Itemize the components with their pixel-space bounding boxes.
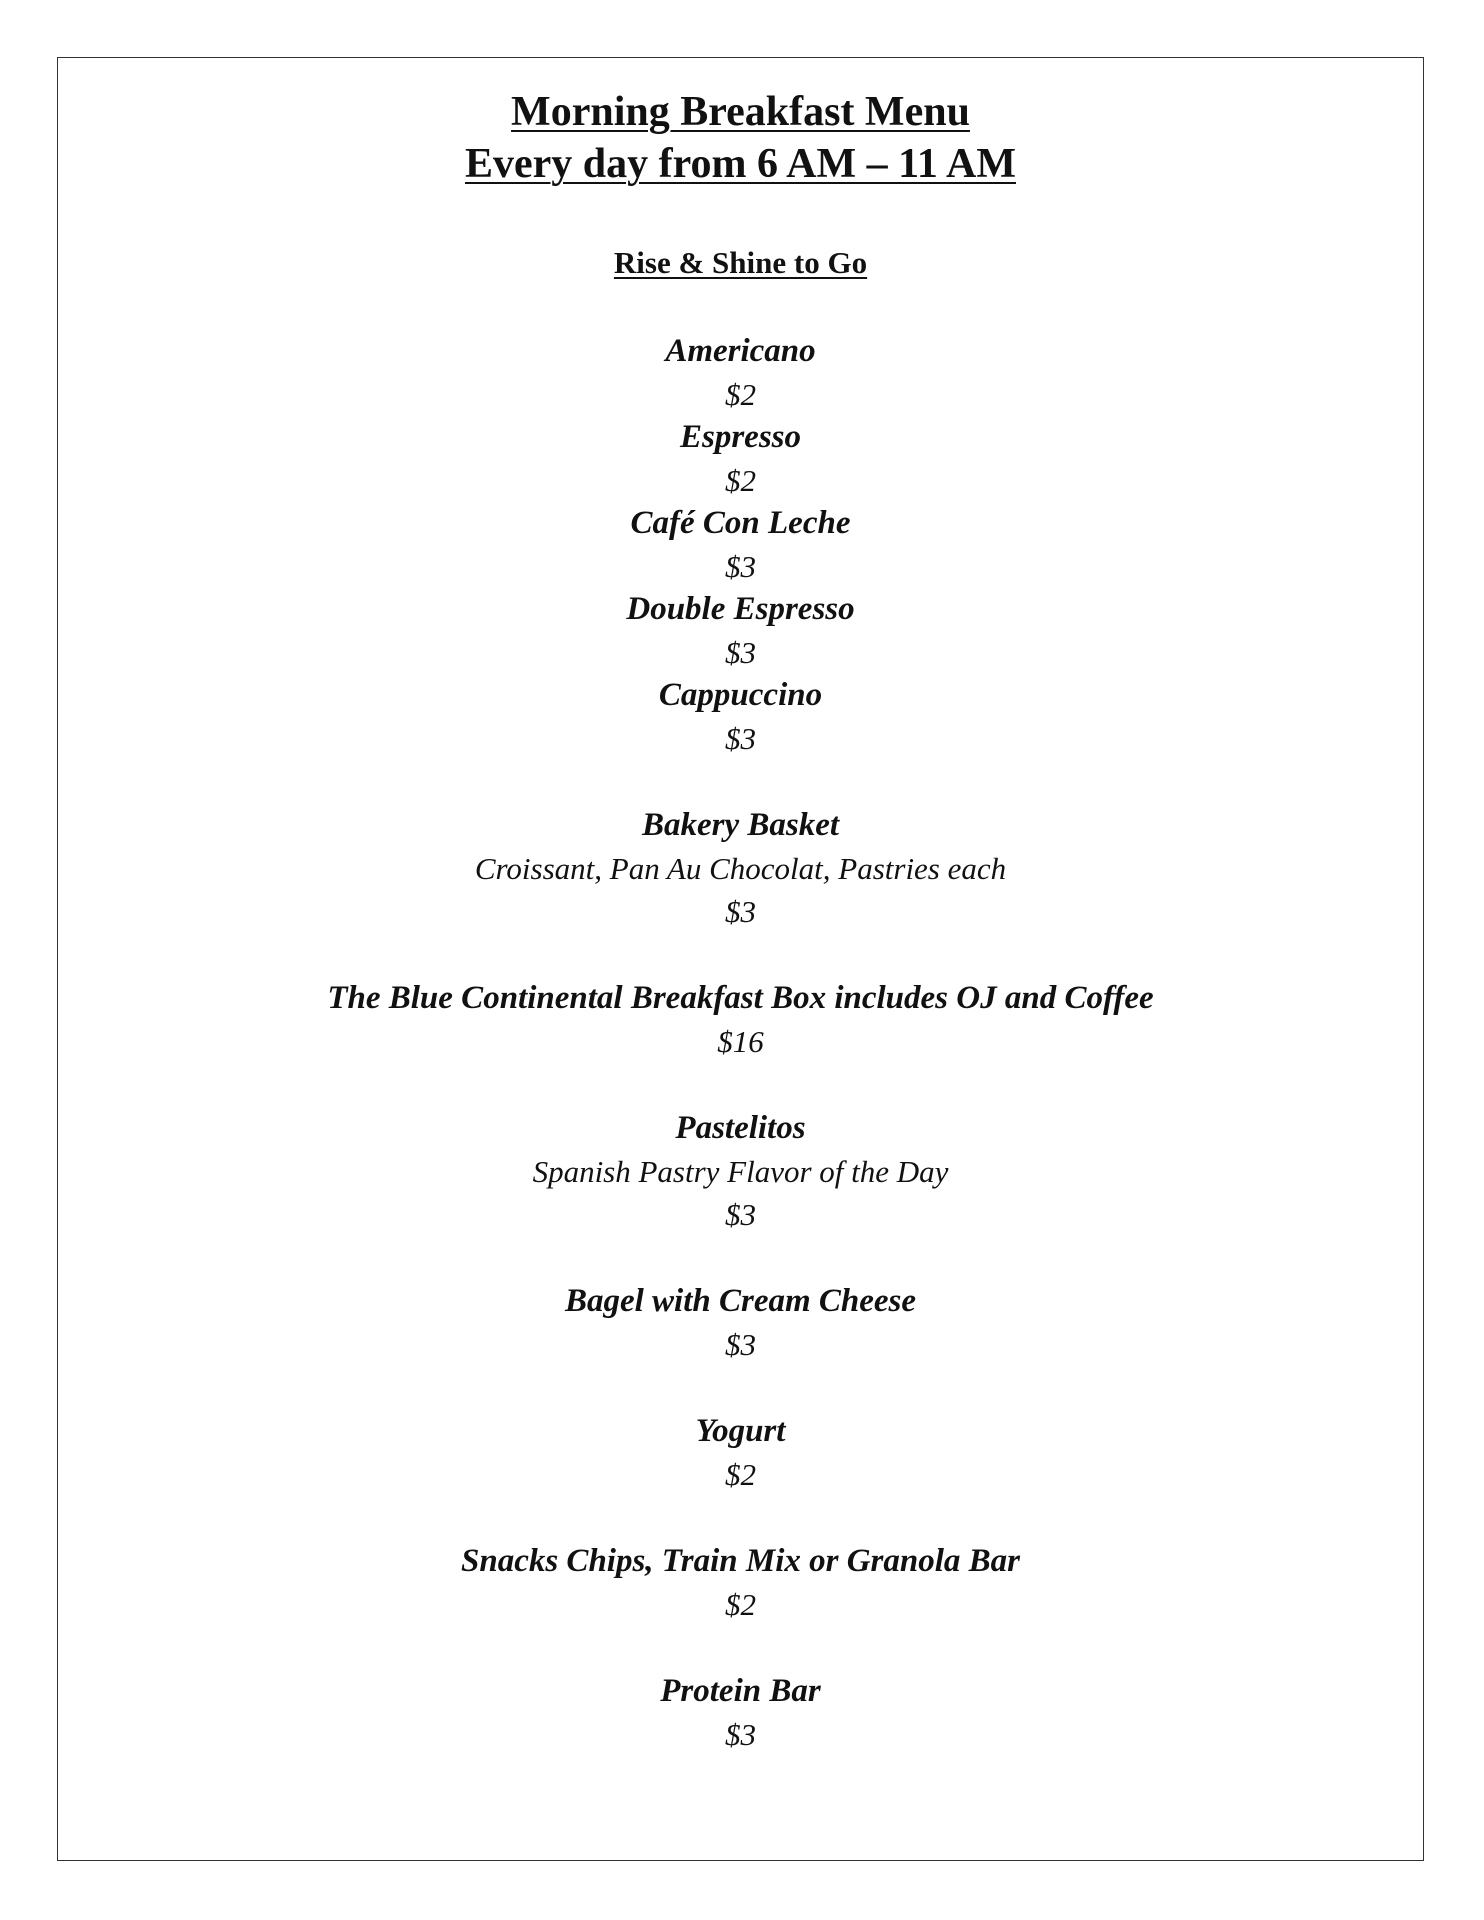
box-group bbox=[57, 977, 1424, 1063]
menu-hours: Every day from 6 AM – 11 AM bbox=[464, 141, 1016, 187]
item-name-double-espresso: Double Espresso bbox=[626, 591, 855, 627]
menu-title: Morning Breakfast Menu bbox=[511, 89, 970, 135]
item-price-espresso: $2 bbox=[725, 463, 756, 498]
item-price-cafe-con-leche: $3 bbox=[725, 549, 756, 584]
item-name-cafe-con-leche: Café Con Leche bbox=[630, 505, 851, 541]
item-price-yogurt: $2 bbox=[725, 1457, 756, 1492]
item-name-bakery-basket: Bakery Basket bbox=[641, 807, 840, 843]
item-name-pastelitos: Pastelitos bbox=[675, 1110, 806, 1146]
bagel-group bbox=[57, 1280, 1424, 1366]
menu-content bbox=[57, 86, 1424, 1756]
item-desc-pastelitos: Spanish Pastry Flavor of the Day bbox=[532, 1154, 949, 1189]
item-price-snacks: $2 bbox=[725, 1587, 756, 1622]
item-name-espresso: Espresso bbox=[679, 419, 802, 455]
protein-group bbox=[57, 1670, 1424, 1756]
section-heading: Rise & Shine to Go bbox=[613, 245, 868, 280]
item-name-breakfast-box: The Blue Continental Breakfast Box includes OJ and Coffee bbox=[327, 980, 1154, 1016]
yogurt-group bbox=[57, 1410, 1424, 1496]
snacks-group bbox=[57, 1540, 1424, 1626]
bakery-group bbox=[57, 804, 1424, 933]
item-name-americano: Americano bbox=[665, 333, 816, 369]
item-price-bakery-basket: $3 bbox=[725, 894, 756, 929]
menu-list bbox=[57, 330, 1424, 1756]
item-name-snacks: Snacks Chips, Train Mix or Granola Bar bbox=[460, 1543, 1021, 1579]
item-price-americano: $2 bbox=[725, 377, 756, 412]
item-price-bagel: $3 bbox=[725, 1327, 756, 1362]
item-price-breakfast-box: $16 bbox=[717, 1024, 764, 1059]
item-price-double-espresso: $3 bbox=[725, 635, 756, 670]
item-name-cappuccino: Cappuccino bbox=[658, 677, 823, 713]
item-price-protein-bar: $3 bbox=[725, 1717, 756, 1752]
item-name-protein-bar: Protein Bar bbox=[660, 1673, 821, 1709]
coffee-group bbox=[57, 330, 1424, 760]
item-name-yogurt: Yogurt bbox=[695, 1413, 786, 1449]
pastelitos-group bbox=[57, 1107, 1424, 1236]
item-price-pastelitos: $3 bbox=[725, 1197, 756, 1232]
item-price-cappuccino: $3 bbox=[725, 721, 756, 756]
item-name-bagel: Bagel with Cream Cheese bbox=[564, 1283, 917, 1319]
item-desc-bakery-basket: Croissant, Pan Au Chocolat, Pastries each bbox=[474, 851, 1007, 886]
